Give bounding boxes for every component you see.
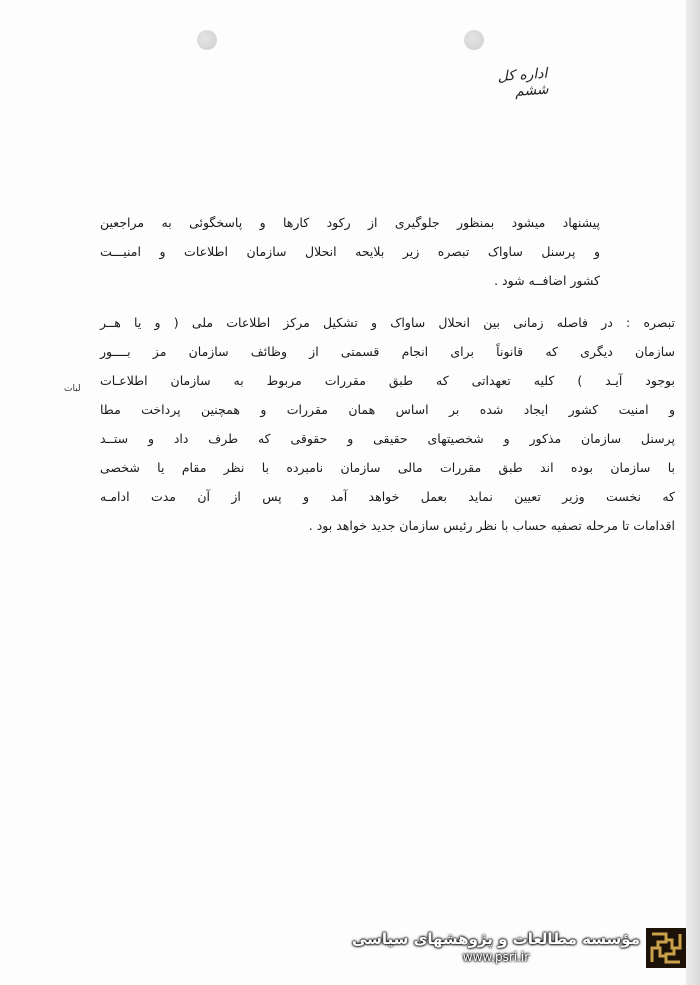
- text-line: و پرسنل ساواک تبصره زیر بلایحه انحلال سازمان اطلاعات و امنیـــت: [100, 244, 600, 259]
- paragraph-note: [100, 315, 675, 547]
- margin-note: لبات: [64, 384, 81, 394]
- punch-hole-right: [464, 30, 484, 50]
- text-line: پرسنل سازمان مذکور و شخصیتهای حقیقی و حقوقی که طرف داد و ستــد: [100, 431, 675, 446]
- watermark-url: www.psri.ir: [462, 950, 530, 964]
- text-line: اقدامات تا مرحله تصفیه حساب با نظر رئیس سازمان جدید خواهد بود .: [308, 518, 675, 533]
- watermark-name: مؤسسه مطالعات و پژوهشهای سیاسی: [351, 930, 640, 948]
- paragraph-proposal: [100, 215, 600, 302]
- page-edge: [686, 0, 700, 985]
- text-line: و امنیت کشور ایجاد شده بر اساس همان مقررات و همچنین پرداخت مطا: [100, 402, 675, 417]
- text-line: با سازمان بوده اند طبق مقررات مالی سازمان نامبرده با نظر مقام یا شخصی: [100, 460, 675, 475]
- text-line: کشور اضافــه شود .: [494, 273, 600, 288]
- watermark: [352, 930, 640, 964]
- handwritten-note: اداره کل ششم: [497, 65, 550, 100]
- text-line: پیشنهاد میشود بمنظور جلوگیری از رکود کارها و پاسخگوئی به مراجعین: [100, 215, 600, 230]
- text-line: سازمان دیگری که قانوناً برای انجام قسمتی از وظائف سازمان مز بــــور: [100, 344, 675, 359]
- text-line: تبصره : در فاصله زمانی بین انحلال ساواک و تشکیل مرکز اطلاعات ملی ( و یا هــر: [100, 315, 675, 330]
- text-line: بوجود آیـد ) کلیه تعهداتی که طبق مقررات مربوط به سازمان اطلاعـات: [100, 373, 675, 388]
- text-line: که نخست وزیر تعیین نماید بعمل خواهد آمد و پس از آن مدت ادامـه: [100, 489, 675, 504]
- institute-logo-icon: [646, 928, 686, 968]
- punch-hole-left: [197, 30, 217, 50]
